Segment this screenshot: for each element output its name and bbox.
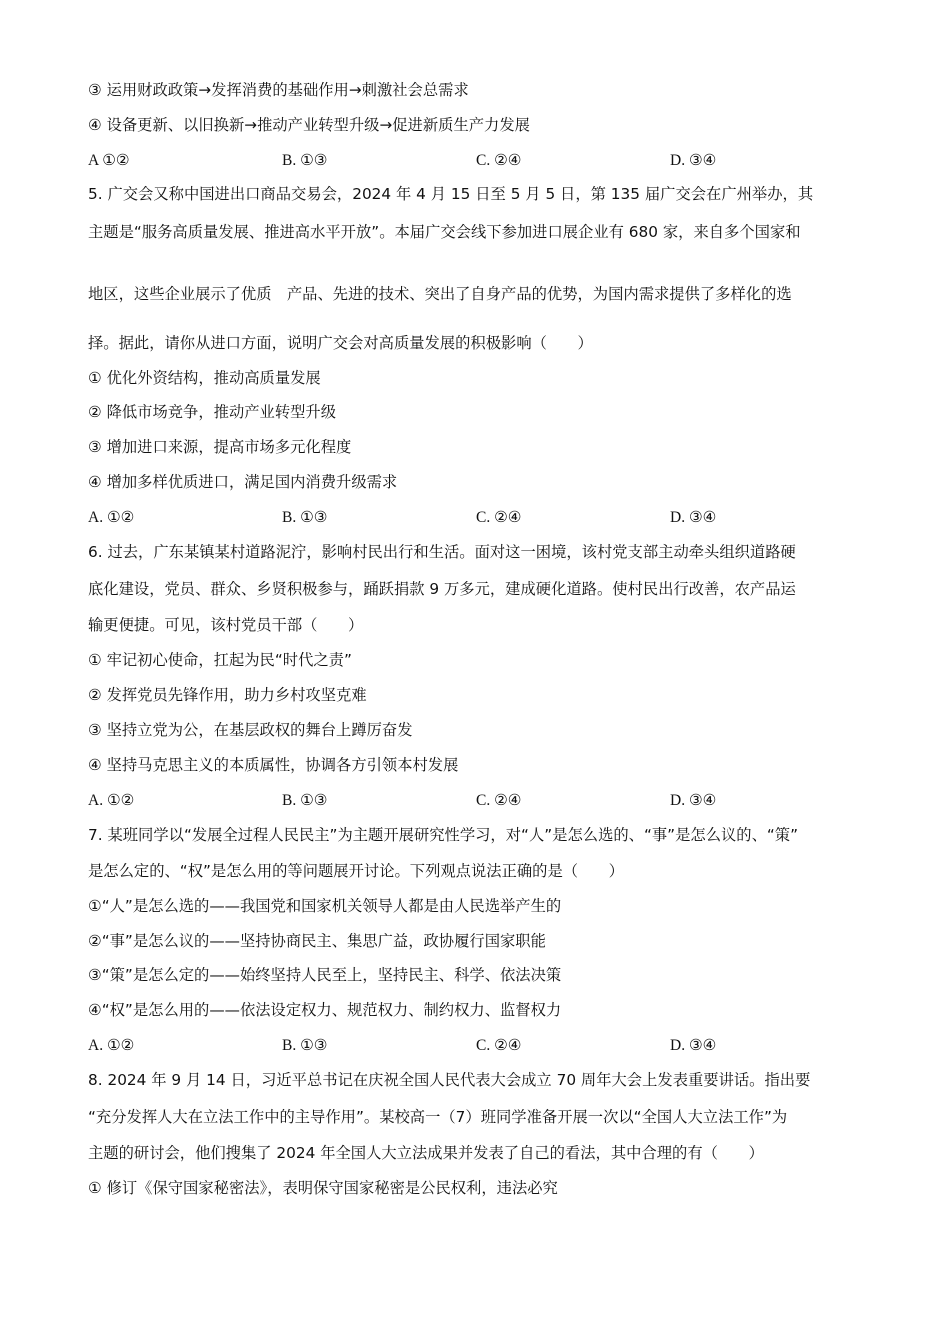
q4-options <box>88 150 868 170</box>
q6-option-c[interactable]: C. ②④ <box>476 791 522 809</box>
q6-option-d[interactable]: D. ③④ <box>670 791 717 809</box>
q5-item-2: ② 降低市场竞争，推动产业转型升级 <box>88 403 337 421</box>
q6-options <box>88 790 868 810</box>
q5-item-1: ① 优化外资结构，推动高质量发展 <box>88 369 321 387</box>
q5-option-b[interactable]: B. ①③ <box>282 508 328 526</box>
q5-stem-line-4: 择。据此，请你从进口方面，说明广交会对高质量发展的积极影响（ ） <box>88 334 593 352</box>
q6-stem-line-3: 输更便捷。可见，该村党员干部（ ） <box>88 616 364 634</box>
q5-stem-line-1: 5. 广交会又称中国进出口商品交易会，2024 年 4 月 15 日至 5 月 5 日，第 135 届广交会在广州举办，其 <box>88 185 814 203</box>
q8-stem-line-2: “充分发挥人大在立法工作中的主导作用”。某校高一（7）班同学准备开展一次以“全国人大立法工作”为 <box>88 1108 788 1126</box>
q6-option-b[interactable]: B. ①③ <box>282 791 328 809</box>
q7-option-c[interactable]: C. ②④ <box>476 1036 522 1054</box>
q4-option-b[interactable]: B. ①③ <box>282 151 328 169</box>
q6-item-4: ④ 坚持马克思主义的本质属性，协调各方引领本村发展 <box>88 756 459 774</box>
q4-option-a[interactable]: A ①② <box>88 151 130 169</box>
q7-item-1: ①“人”是怎么选的——我国党和国家机关领导人都是由人民选举产生的 <box>88 897 562 915</box>
q6-item-2: ② 发挥党员先锋作用，助力乡村攻坚克难 <box>88 686 367 704</box>
q6-option-a[interactable]: A. ①② <box>88 791 135 809</box>
q7-item-2: ②“事”是怎么议的——坚持协商民主、集思广益，政协履行国家职能 <box>88 932 546 950</box>
q7-options <box>88 1035 868 1055</box>
q5-stem-line-3: 地区，这些企业展示了优质 产品、先进的技术、突出了自身产品的优势，为国内需求提供了多样化的选 <box>88 285 792 303</box>
q7-option-b[interactable]: B. ①③ <box>282 1036 328 1054</box>
q5-option-d[interactable]: D. ③④ <box>670 508 717 526</box>
q7-item-3: ③“策”是怎么定的——始终坚持人民至上，坚持民主、科学、依法决策 <box>88 966 562 984</box>
q7-option-a[interactable]: A. ①② <box>88 1036 135 1054</box>
q5-option-c[interactable]: C. ②④ <box>476 508 522 526</box>
q5-stem-line-2: 主题是“服务高质量发展、推进高水平开放”。本届广交会线下参加进口展企业有 680 家，来自多个国家和 <box>88 223 801 241</box>
q4-item-3: ③ 运用财政政策→发挥消费的基础作用→刺激社会总需求 <box>88 81 469 99</box>
q5-item-3: ③ 增加进口来源，提高市场多元化程度 <box>88 438 352 456</box>
q4-option-d[interactable]: D. ③④ <box>670 151 717 169</box>
q7-item-4: ④“权”是怎么用的——依法设定权力、规范权力、制约权力、监督权力 <box>88 1001 562 1019</box>
q7-stem-line-1: 7. 某班同学以“发展全过程人民民主”为主题开展研究性学习，对“人”是怎么选的、“事”是怎么议的、“策” <box>88 826 799 844</box>
q8-stem-line-3: 主题的研讨会，他们搜集了 2024 年全国人大立法成果并发表了自己的看法，其中合理的有（ ） <box>88 1144 764 1162</box>
q8-stem-line-1: 8. 2024 年 9 月 14 日，习近平总书记在庆祝全国人民代表大会成立 70 周年大会上发表重要讲话。指出要 <box>88 1071 811 1089</box>
q5-options <box>88 507 868 527</box>
q6-item-1: ① 牢记初心使命，扛起为民“时代之责” <box>88 651 352 669</box>
q4-option-c[interactable]: C. ②④ <box>476 151 522 169</box>
q6-stem-line-1: 6. 过去，广东某镇某村道路泥泞，影响村民出行和生活。面对这一困境，该村党支部主动牵头组织道路硬 <box>88 543 796 561</box>
q6-item-3: ③ 坚持立党为公，在基层政权的舞台上蹲厉奋发 <box>88 721 413 739</box>
q7-stem-line-2: 是怎么定的、“权”是怎么用的等问题展开讨论。下列观点说法正确的是（ ） <box>88 862 624 880</box>
q4-item-4: ④ 设备更新、以旧换新→推动产业转型升级→促进新质生产力发展 <box>88 116 530 134</box>
q8-item-1: ① 修订《保守国家秘密法》，表明保守国家秘密是公民权利，违法必究 <box>88 1179 558 1197</box>
q5-option-a[interactable]: A. ①② <box>88 508 135 526</box>
q6-stem-line-2: 底化建设，党员、群众、乡贤积极参与，踊跃捐款 9 万多元，建成硬化道路。使村民出行改善，农产品运 <box>88 580 796 598</box>
q5-item-4: ④ 增加多样优质进口，满足国内消费升级需求 <box>88 473 398 491</box>
q7-option-d[interactable]: D. ③④ <box>670 1036 717 1054</box>
